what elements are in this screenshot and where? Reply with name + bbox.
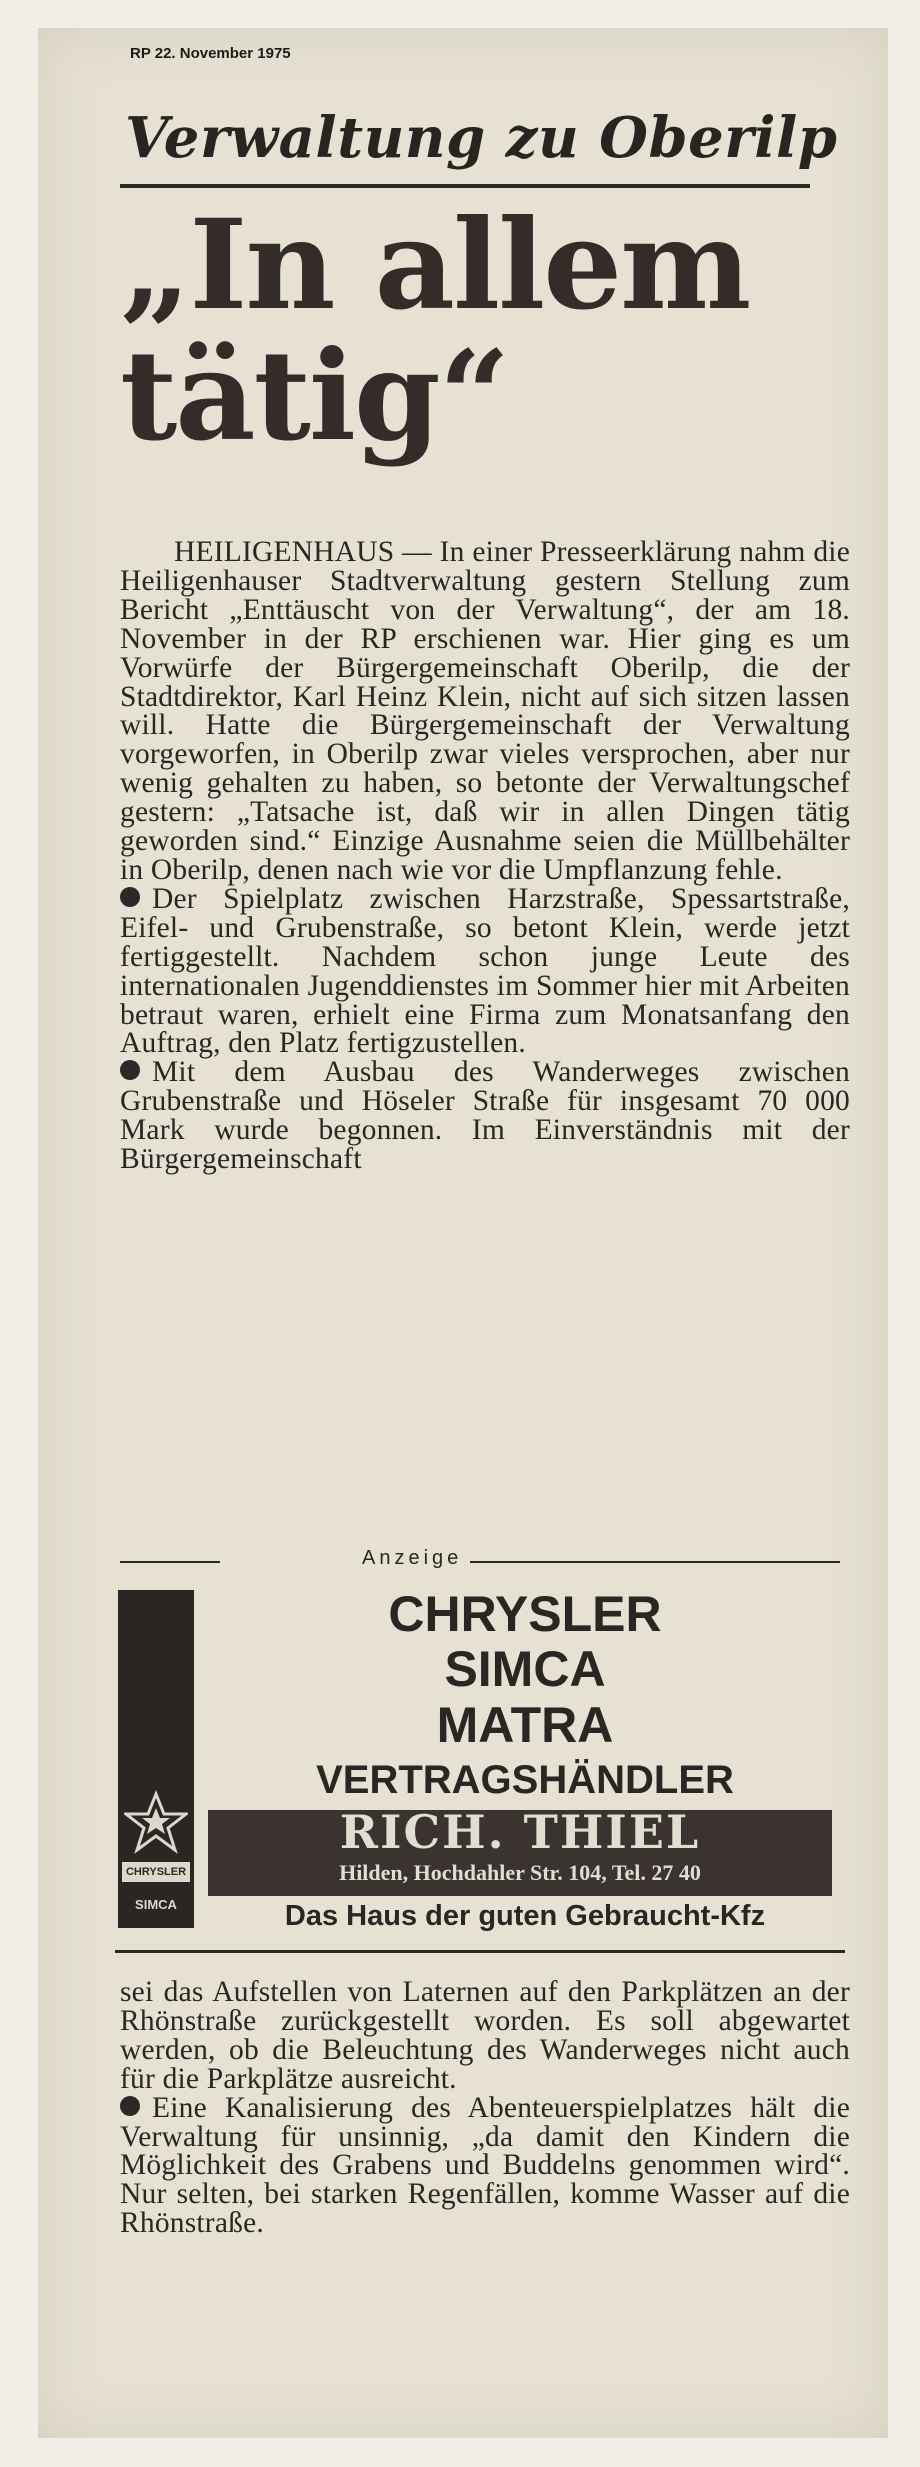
article-part-1 [120,538,850,1174]
paragraph-bullet: Mit dem Ausbau des Wanderweges zwischen Grubenstraße und Höseler Straße für insgesamt 70 000 Mark wurde begonnen. Im Einverständnis mit der Bürgergemeinschaft [120,1056,850,1176]
logo-text-simca: SIMCA [135,1897,177,1912]
headline-line-1: „In allem [120,193,750,338]
headline-line-2: tätig“ [120,324,509,470]
kicker-title: Verwaltung zu Oberilp [125,105,838,171]
ad-label-rule-left [120,1561,220,1563]
ad-label-text: Anzeige [354,1547,470,1570]
paragraph-bullet: Der Spielplatz zwischen Harzstraße, Spessartstraße, Eifel- und Grubenstraße, so betont Klein, werde jetzt fertiggestellt. Nachdem schon junge Leute des internationalen Jugenddienstes im Sommer hier mit Arbeiten betraut waren, erhielt eine Firma zum Monatsanfang den Auftrag, den Platz fertigzustellen. [120,882,850,1060]
brand-chrysler: CHRYSLER [388,1586,662,1642]
logo-text-chrysler: CHRYSLER [122,1862,190,1882]
bullet-icon [120,1060,140,1080]
paragraph-bullet: Eine Kanalisierung des Abenteuerspielplatzes hält die Verwaltung für unsinnig, „da damit den Kindern die Möglichkeit des Grabens und Buddelns genommen wird“. Nur selten, bei starken Regenfällen, komme Wasser auf die Rhönstraße. [120,2091,850,2240]
ad-bottom-rule [115,1950,845,1953]
dealer-type: VERTRAGSHÄNDLER [316,1758,734,1802]
bullet-icon [120,2096,140,2116]
article-part-2 [120,1978,850,2238]
paragraph-continued: sei das Aufstellen von Laternen auf den Parkplätzen an der Rhönstraße zurückgestellt worden. Es soll abgewartet werden, ob die Beleuchtung des Wanderweges nicht auch für die Parkplätze ausreicht. [120,1976,850,2095]
dealer-name: RICH. THIEL [339,1805,701,1859]
bullet-icon [120,887,140,907]
dealer-slogan: Das Haus der guten Gebraucht-Kfz [284,1900,766,1932]
dealer-address: Hilden, Hochdahler Str. 104, Tel. 27 40 [339,1860,701,1885]
paragraph-intro: HEILIGENHAUS — In einer Presseerklärung nahm die Heiligenhauser Stadtverwaltung gestern Stellung zum Bericht „Enttäuscht von der Verwaltung“, der am 18. November in der RP erschienen war. Hier ging es um Vorwürfe der Bürgergemeinschaft Oberilp, die der Stadtdirektor, Karl Heinz Klein, nicht auf sich sitzen lassen will. Hatte die Bürgergemeinschaft der Verwaltung vorgeworfen, in Oberilp zwar vieles versprochen, aber nur wenig gehalten zu haben, so betonte der Verwaltungschef gestern: „Tatsache ist, daß wir in allen Dingen tätig geworden sind.“ Einzige Ausnahme seien die Müllbehälter in Oberilp, denen nach wie vor die Umpflanzung fehle. [120,536,850,886]
brand-simca: SIMCA [444,1641,606,1697]
headline [120,193,820,470]
brand-matra: MATRA [436,1697,614,1753]
kicker-rule [120,184,810,188]
pentastar-icon [124,1790,188,1854]
ad-label [120,1547,840,1575]
source-date: RP 22. November 1975 [130,45,291,62]
